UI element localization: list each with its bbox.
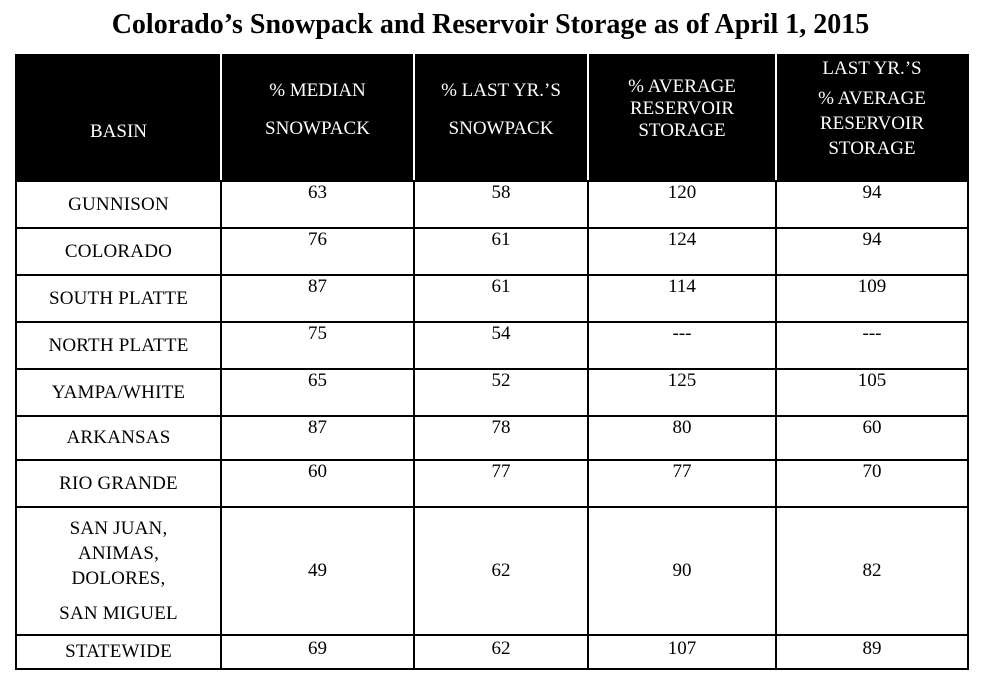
median-snowpack-cell: 60 [221,460,414,507]
header-basin-label: BASIN [89,121,147,142]
last-yr-snowpack-cell: 61 [414,275,588,322]
basin-line: SAN JUAN, [69,518,168,539]
avg-reservoir-cell: 125 [588,369,776,416]
basin-cell: ARKANSAS [16,416,221,460]
last-yr-snowpack-cell: 54 [414,322,588,369]
last-yr-avg-reservoir-cell: 94 [776,228,968,275]
avg-reservoir-cell: --- [588,322,776,369]
last-yr-avg-reservoir-cell: 109 [776,275,968,322]
last-yr-snowpack-cell: 62 [414,635,588,669]
last-yr-avg-reservoir-cell: --- [776,322,968,369]
table-row [16,228,968,275]
header-last-yr-avg-line-2: RESERVOIR [819,113,925,134]
header-avg-reservoir-line-2: RESERVOIR [629,98,735,119]
basin-cell: SOUTH PLATTE [16,275,221,322]
table-row [16,322,968,369]
last-yr-snowpack-cell: 62 [414,507,588,635]
table-row [16,416,968,460]
median-snowpack-cell: 75 [221,322,414,369]
avg-reservoir-cell: 77 [588,460,776,507]
header-last-yr-avg-line-1: % AVERAGE [818,88,926,109]
table-header-row [16,55,968,181]
header-last-yr-avg-reservoir-storage [776,55,968,181]
header-median-snowpack-line-2: SNOWPACK [265,118,370,139]
snowpack-reservoir-table [15,54,969,670]
last-yr-snowpack-cell: 78 [414,416,588,460]
basin-line: DOLORES, [71,568,166,589]
header-last-yr-snowpack-line-1: % LAST YR.’S [441,80,561,101]
basin-cell: YAMPA/WHITE [16,369,221,416]
avg-reservoir-cell: 80 [588,416,776,460]
median-snowpack-cell: 63 [221,181,414,228]
basin-cell: GUNNISON [16,181,221,228]
median-snowpack-cell: 87 [221,275,414,322]
basin-cell: RIO GRANDE [16,460,221,507]
header-last-yr-snowpack [414,55,588,181]
header-avg-reservoir-line-3: STORAGE [638,120,726,141]
header-median-snowpack-line-1: % MEDIAN [269,80,366,101]
table-row [16,460,968,507]
last-yr-avg-reservoir-cell: 82 [776,507,968,635]
header-basin [16,55,221,181]
basin-line-gap [17,591,220,601]
avg-reservoir-cell: 107 [588,635,776,669]
last-yr-avg-reservoir-cell: 105 [776,369,968,416]
page-title: Colorado’s Snowpack and Reservoir Storage as of April 1, 2015 [111,9,870,40]
table-row [16,181,968,228]
header-avg-reservoir-line-1: % AVERAGE [628,76,736,97]
last-yr-snowpack-cell: 77 [414,460,588,507]
last-yr-snowpack-cell: 58 [414,181,588,228]
header-last-yr-avg-prefix: LAST YR.’S [822,58,922,79]
basin-line: ANIMAS, [77,543,160,564]
header-median-snowpack [221,55,414,181]
basin-line: SAN MIGUEL [59,603,178,624]
basin-cell [16,507,221,635]
basin-cell: NORTH PLATTE [16,322,221,369]
avg-reservoir-cell: 114 [588,275,776,322]
last-yr-snowpack-cell: 61 [414,228,588,275]
avg-reservoir-cell: 120 [588,181,776,228]
median-snowpack-cell: 87 [221,416,414,460]
header-last-yr-snowpack-line-2: SNOWPACK [448,118,554,139]
basin-cell: COLORADO [16,228,221,275]
avg-reservoir-cell: 124 [588,228,776,275]
table-row [16,507,968,635]
table-row [16,635,968,669]
table-row [16,369,968,416]
avg-reservoir-cell: 90 [588,507,776,635]
last-yr-avg-reservoir-cell: 89 [776,635,968,669]
median-snowpack-cell: 65 [221,369,414,416]
header-avg-reservoir-storage [588,55,776,181]
header-last-yr-avg-line-3: STORAGE [828,138,916,159]
basin-cell: STATEWIDE [16,635,221,669]
table-row [16,275,968,322]
last-yr-snowpack-cell: 52 [414,369,588,416]
median-snowpack-cell: 76 [221,228,414,275]
median-snowpack-cell: 49 [221,507,414,635]
median-snowpack-cell: 69 [221,635,414,669]
last-yr-avg-reservoir-cell: 70 [776,460,968,507]
last-yr-avg-reservoir-cell: 60 [776,416,968,460]
last-yr-avg-reservoir-cell: 94 [776,181,968,228]
